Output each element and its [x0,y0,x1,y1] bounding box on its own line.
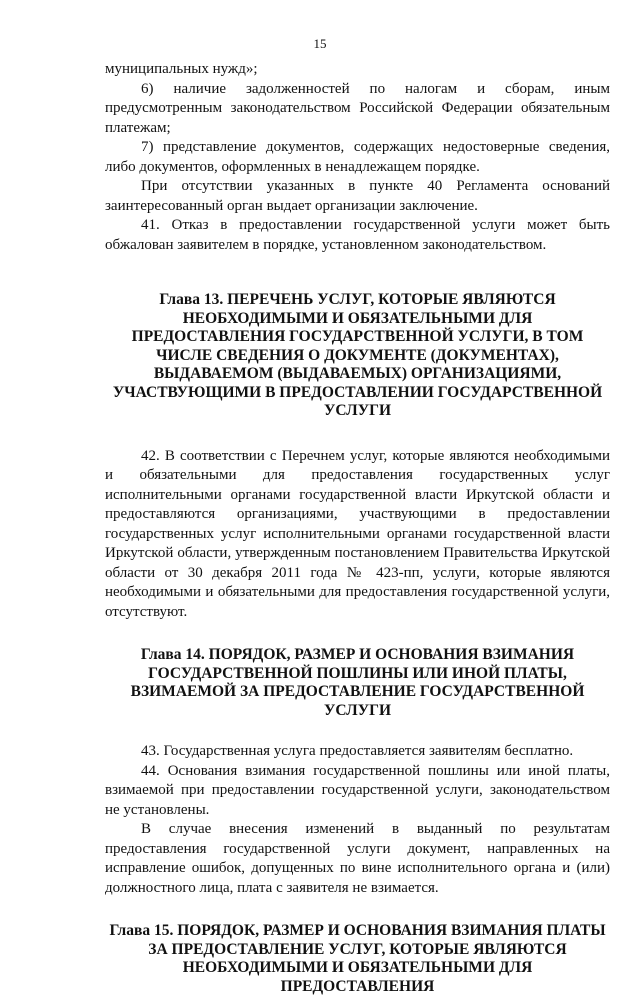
chapter-13-heading: Глава 13. ПЕРЕЧЕНЬ УСЛУГ, КОТОРЫЕ ЯВЛЯЮТСЯ НЕОБХОДИМЫМИ И ОБЯЗАТЕЛЬНЫМИ ДЛЯ ПРЕДОСТАВЛЕНИЯ ГОСУДАРСТВЕННОЙ УСЛУГИ, В ТОМ ЧИСЛЕ СВЕДЕНИЯ О ДОКУМЕНТЕ (ДОКУМЕНТАХ), ВЫДАВАЕМОМ (ВЫДАВАЕМЫХ) ОРГАНИЗАЦИЯМИ, УЧАСТВУЮЩИМИ В ПРЕДОСТАВЛЕНИИ ГОСУДАРСТВЕННОЙ УСЛУГИ [112,291,603,419]
paragraph-item-7: 7) представление документов, содержащих недостоверные сведения, либо документов, оформленных в ненадлежащем порядке. [105,139,610,175]
paragraph-43: 43. Государственная услуга предоставляется заявителям бесплатно. [141,743,574,759]
document-body [105,60,610,996]
paragraph-44: 44. Основания взимания государственной пошлины или иной платы, взимаемой при предоставлении государственной услуги, законодательством не установлены. [105,762,610,818]
paragraph-42: 42. В соответствии с Перечнем услуг, которые являются необходимыми и обязательными для предоставления государственных услуг исполнительными органами государственной власти Иркутской области и предоставляются организациями, участвующими в предоставлении государственных услуг исполнительными органами государственной власти Иркутской области, утвержденным постановлением Правительства Иркутской области от 30 декабря 2011 года № 423-пп, услуги, которые являются необходимыми и обязательными для предоставления государственной услуги, отсутствуют. [105,447,610,620]
paragraph-continuation: муниципальных нужд»; [105,61,258,77]
page-number: 15 [313,36,327,51]
chapter-14-heading: Глава 14. ПОРЯДОК, РАЗМЕР И ОСНОВАНИЯ ВЗИМАНИЯ ГОСУДАРСТВЕННОЙ ПОШЛИНЫ ИЛИ ИНОЙ ПЛАТЫ, ВЗИМАЕМОЙ ЗА ПРЕДОСТАВЛЕНИЕ ГОСУДАРСТВЕННОЙ УСЛУГИ [130,646,585,719]
chapter-15-heading: Глава 15. ПОРЯДОК, РАЗМЕР И ОСНОВАНИЯ ВЗИМАНИЯ ПЛАТЫ ЗА ПРЕДОСТАВЛЕНИЕ УСЛУГ, КОТОРЫЕ ЯВЛЯЮТСЯ НЕОБХОДИМЫМИ И ОБЯЗАТЕЛЬНЫМИ ДЛЯ ПРЕДОСТАВЛЕНИЯ [109,922,606,995]
paragraph-41: 41. Отказ в предоставлении государственной услуги может быть обжалован заявителем в порядке, установленном законодательством. [105,217,610,253]
paragraph-item-6: 6) наличие задолженностей по налогам и сборам, иным предусмотренным законодательством Российской Федерации обязательным платежам; [105,80,610,136]
paragraph-conclusion: При отсутствии указанных в пункте 40 Регламента оснований заинтересованный орган выдает организации заключение. [105,178,610,214]
paragraph-fee-correction: В случае внесения изменений в выданный по результатам предоставления государственной услуги документ, направленных на исправление ошибок, допущенных по вине исполнительного органа и (или) должностного лица, плата с заявителя не взимается. [105,821,610,896]
